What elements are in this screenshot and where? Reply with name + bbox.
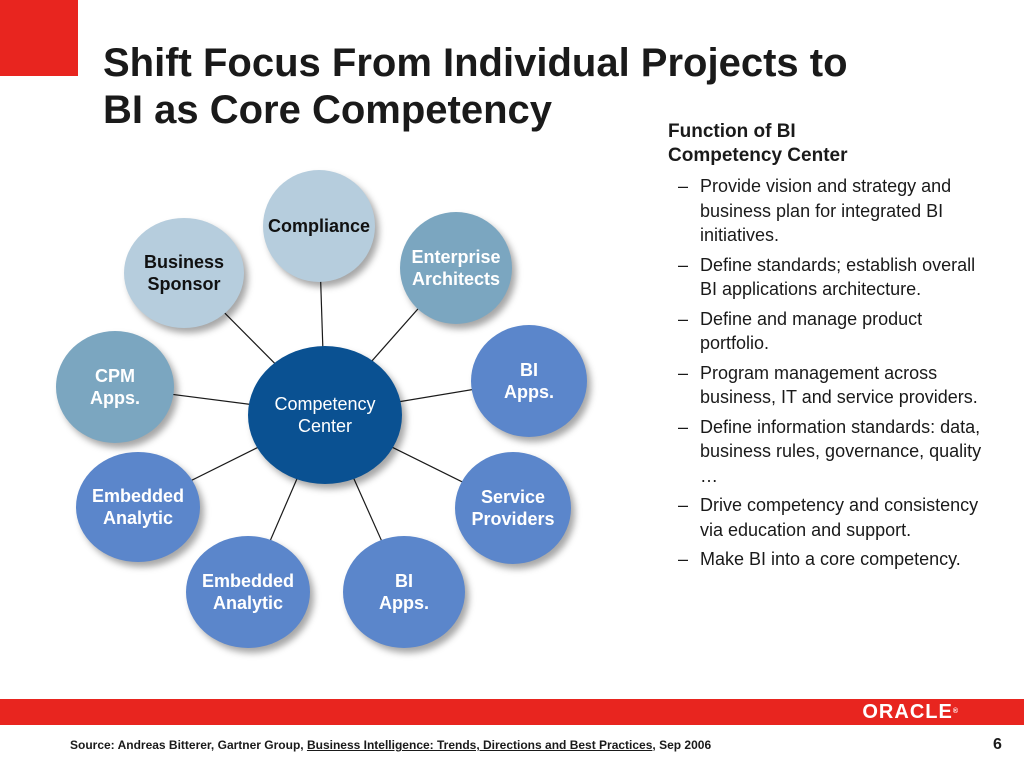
list-item: – Drive competency and consistency via education and support.: [678, 495, 979, 540]
node-bi-apps-right: BI Apps.: [471, 325, 587, 437]
list-item: – Program management across business, IT and service providers.: [678, 362, 978, 407]
list-item: – Define information standards: data, business rules, governance, quality …: [678, 416, 982, 486]
source-citation: Source: Andreas Bitterer, Gartner Group, Business Intelligence: Trends, Directions and Best Practices, Sep 2006: [70, 738, 712, 752]
competency-diagram: [0, 160, 660, 660]
list-item: – Define standards; establish overall BI applications architecture.: [678, 254, 976, 299]
node-business-sponsor: Business Sponsor: [124, 218, 244, 328]
node-compliance: Compliance: [263, 170, 375, 282]
function-list: [668, 174, 1008, 572]
source-title-link[interactable]: Business Intelligence: Trends, Directions and Best Practices: [306, 738, 653, 752]
node-enterprise-architects: Enterprise Architects: [400, 212, 512, 324]
node-bi-apps-bottom: BI Apps.: [343, 536, 465, 648]
node-embedded-analytic-bottom: Embedded Analytic: [186, 536, 310, 648]
brand-accent-square: [0, 0, 78, 76]
list-item: – Define and manage product portfolio.: [678, 308, 923, 353]
footer-bar: [0, 699, 1024, 725]
node-cpm-apps: CPM Apps.: [56, 331, 174, 443]
oracle-logo: ORACLE®: [862, 701, 958, 723]
function-panel: [668, 120, 1008, 577]
function-heading: Function of BI Competency Center: [668, 121, 848, 166]
list-item: – Make BI into a core competency.: [678, 549, 961, 569]
node-competency-center: Competency Center: [248, 346, 402, 484]
list-item: – Provide vision and strategy and business plan for integrated BI initiatives.: [678, 176, 952, 245]
node-service-providers: Service Providers: [455, 452, 571, 564]
node-embedded-analytic-left: Embedded Analytic: [76, 452, 200, 562]
page-number: 6: [993, 736, 1002, 753]
slide-title: Shift Focus From Individual Projects to BI as Core Competency: [103, 41, 848, 132]
